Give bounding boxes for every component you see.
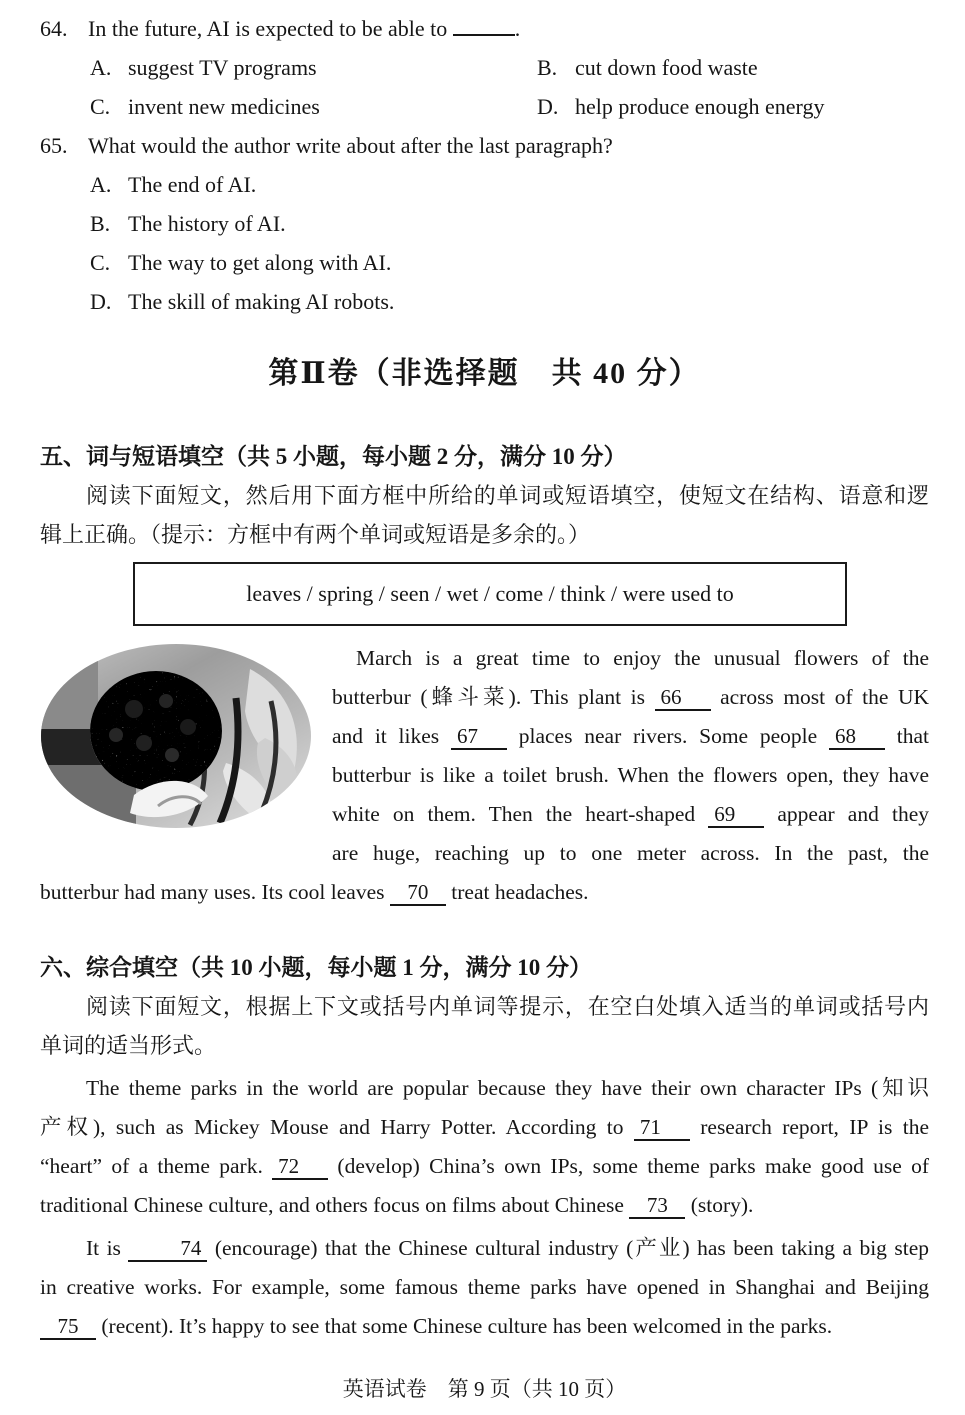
passage-line: butterbur (蜂斗菜). This plant is 66 across most of the UK	[332, 678, 929, 717]
blank-72: 72	[272, 1154, 328, 1180]
section-6-instructions-line-2: 单词的适当形式。	[40, 1033, 217, 1058]
option-label: C.	[90, 250, 111, 275]
page-footer: 英语试卷 第 9 页（共 10 页）	[342, 1377, 627, 1401]
option-text: invent new medicines	[128, 94, 320, 119]
question-64-options	[90, 48, 929, 126]
option-65-a	[90, 165, 929, 204]
option-label: C.	[90, 94, 111, 119]
option-label: A.	[90, 172, 112, 197]
option-text: The end of AI.	[128, 172, 257, 197]
blank-66: 66	[655, 685, 711, 711]
question-64-number: 64.	[40, 16, 68, 41]
option-text: The skill of making AI robots.	[128, 289, 395, 314]
passage-line: 产权), such as Mickey Mouse and Harry Potter. According to 71 research report, IP is the	[40, 1108, 929, 1147]
option-label: D.	[90, 289, 112, 314]
passage-line: in creative works. For example, some famous theme parks have opened in Shanghai and Beijing	[40, 1275, 929, 1299]
section-6-heading: 六、综合填空（共 10 小题，每小题 1 分，满分 10 分）	[40, 955, 592, 980]
blank-73: 73	[629, 1193, 685, 1219]
option-label: B.	[90, 211, 111, 236]
option-64-c	[90, 87, 537, 126]
passage-line: white on them. Then the heart-shaped 69 appear and they	[332, 795, 929, 834]
question-65-options	[90, 165, 929, 321]
blank-68: 68	[829, 724, 885, 750]
passage-line: “heart” of a theme park. 72 (develop) China’s own IPs, some theme parks make good use of	[40, 1147, 929, 1186]
word-bank-box	[133, 562, 847, 626]
passage-line: March is a great time to enjoy the unusual flowers of the	[356, 646, 929, 670]
section-6-instructions-line-1: 阅读下面短文，根据上下文或括号内单词等提示，在空白处填入适当的单词或括号内	[86, 994, 929, 1019]
cloze-passage-6-paragraph-2	[40, 1229, 929, 1346]
option-text: The way to get along with AI.	[128, 250, 392, 275]
option-label: B.	[537, 55, 558, 80]
option-label: D.	[537, 94, 559, 119]
section-5-instructions-line-1: 阅读下面短文，然后用下面方框中所给的单词或短语填空，使短文在结构、语意和逻	[86, 483, 929, 508]
option-64-b	[537, 48, 929, 87]
blank-74: 74	[128, 1236, 207, 1262]
option-65-d	[90, 282, 929, 321]
question-64-stem: In the future, AI is expected to be able to .	[88, 16, 521, 41]
word-bank-words: leaves / spring / seen / wet / come / think / were used to	[246, 581, 734, 606]
section-5-heading: 五、词与短语填空（共 5 小题，每小题 2 分，满分 10 分）	[40, 444, 627, 469]
cloze-passage-5	[40, 639, 929, 873]
passage-line: It is 74 (encourage) that the Chinese cultural industry (产业) has been taking a big step	[40, 1229, 929, 1268]
option-64-a	[90, 48, 537, 87]
option-64-d	[537, 87, 929, 126]
passage-line: butterbur had many uses. Its cool leaves 70 treat headaches.	[40, 873, 929, 912]
passage-line: are huge, reaching up to one meter across. In the past, the	[332, 841, 929, 865]
question-65-number: 65.	[40, 133, 68, 158]
cloze-passage-5-text	[332, 639, 929, 873]
option-text: cut down food waste	[575, 55, 758, 80]
blank-71: 71	[634, 1115, 690, 1141]
question-65	[40, 126, 929, 165]
part-2-title: 第Ⅱ卷（非选择题 共 40 分）	[268, 357, 701, 390]
blank-67: 67	[451, 724, 507, 750]
option-text: suggest TV programs	[128, 55, 317, 80]
option-65-b	[90, 204, 929, 243]
option-65-c	[90, 243, 929, 282]
cloze-passage-6-paragraph-1	[40, 1069, 929, 1225]
blank-70: 70	[390, 880, 446, 906]
section-5-instructions-line-2: 辑上正确。（提示：方框中有两个单词或短语是多余的。）	[40, 522, 591, 547]
option-text: The history of AI.	[128, 211, 286, 236]
question-64	[40, 9, 929, 48]
butterbur-photo	[40, 639, 332, 873]
blank-69: 69	[708, 802, 764, 828]
passage-line: The theme parks in the world are popular because they have their own character IPs (知识	[86, 1076, 929, 1100]
passage-line: traditional Chinese culture, and others focus on films about Chinese 73 (story).	[40, 1186, 929, 1225]
option-label: A.	[90, 55, 112, 80]
blank-empty	[453, 34, 515, 36]
option-text: help produce enough energy	[575, 94, 825, 119]
passage-line: butterbur is like a toilet brush. When the flowers open, they have	[332, 763, 929, 787]
passage-line: and it likes 67 places near rivers. Some people 68 that	[332, 717, 929, 756]
butterbur-photo-illustration	[40, 643, 312, 829]
passage-line: 75 (recent). It’s happy to see that some Chinese culture has been welcomed in the parks.	[40, 1307, 929, 1346]
question-65-stem: What would the author write about after the last paragraph?	[88, 133, 613, 158]
blank-75: 75	[40, 1314, 96, 1340]
